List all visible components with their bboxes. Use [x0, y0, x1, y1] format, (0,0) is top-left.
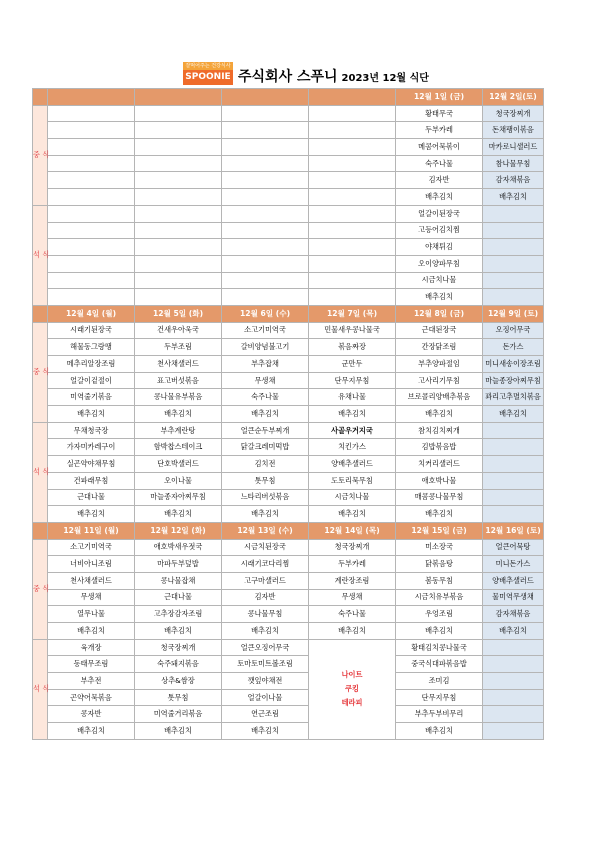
menu-item-cell	[135, 255, 222, 272]
menu-item-cell	[309, 155, 396, 172]
menu-item-cell	[222, 105, 309, 122]
menu-item-cell: 근대나물	[48, 489, 135, 506]
menu-item-cell: 배추김치	[135, 406, 222, 423]
menu-item-cell: 함박찹스테이크	[135, 439, 222, 456]
menu-item-cell: 고사리기무침	[396, 372, 483, 389]
menu-item-cell: 치킨가스	[309, 439, 396, 456]
lunch-row	[33, 406, 544, 423]
date-header-cell: 12월 15일 (금)	[396, 522, 483, 539]
lunch-row	[33, 572, 544, 589]
menu-item-cell: 김자반	[222, 589, 309, 606]
menu-item-cell: 시금치나물	[309, 489, 396, 506]
menu-item-cell: 애호박나물	[396, 472, 483, 489]
menu-item-cell: 근대된장국	[396, 322, 483, 339]
menu-period: 2023년 12월 식단	[341, 73, 429, 84]
menu-item-cell	[309, 255, 396, 272]
menu-item-cell: 실곤약야채무침	[48, 456, 135, 473]
menu-item-cell: 단무지무침	[309, 372, 396, 389]
menu-item-cell	[483, 422, 544, 439]
date-header-cell: 12월 2일(토)	[483, 89, 544, 106]
menu-item-cell: 숙주돼지볶음	[135, 656, 222, 673]
date-header-cell: 12월 13일 (수)	[222, 522, 309, 539]
dinner-row	[33, 472, 544, 489]
menu-item-cell: 배추김치	[483, 189, 544, 206]
menu-item-cell	[48, 222, 135, 239]
menu-item-cell: 오이나물	[135, 472, 222, 489]
menu-item-cell: 사골우거지국	[309, 422, 396, 439]
menu-item-cell: 가자미카레구이	[48, 439, 135, 456]
dinner-row	[33, 205, 544, 222]
menu-item-cell: 배추김치	[222, 623, 309, 640]
menu-item-cell	[309, 189, 396, 206]
menu-item-cell: 근대나물	[135, 589, 222, 606]
date-header-cell: 12월 8일 (금)	[396, 305, 483, 322]
date-header-cell	[309, 89, 396, 106]
menu-item-cell: 고등어김치찜	[396, 222, 483, 239]
menu-item-cell: 숙주나물	[309, 606, 396, 623]
menu-item-cell: 시금치된장국	[222, 539, 309, 556]
menu-item-cell: 콩나물유부볶음	[135, 389, 222, 406]
menu-item-cell	[135, 105, 222, 122]
menu-item-cell: 표고버섯볶음	[135, 372, 222, 389]
menu-item-cell	[135, 289, 222, 306]
menu-item-cell	[309, 239, 396, 256]
menu-item-cell: 도토리묵무침	[309, 472, 396, 489]
menu-item-cell: 오징어무국	[483, 322, 544, 339]
menu-item-cell	[222, 272, 309, 289]
menu-item-cell: 배추김치	[396, 406, 483, 423]
menu-item-cell	[48, 122, 135, 139]
menu-item-cell	[483, 706, 544, 723]
menu-item-cell	[309, 105, 396, 122]
menu-item-cell	[48, 255, 135, 272]
menu-item-cell: 시래기된장국	[48, 322, 135, 339]
menu-item-cell: 톳무침	[135, 689, 222, 706]
menu-item-cell: 볶음짜장	[309, 339, 396, 356]
menu-item-cell: 시금치유부볶음	[396, 589, 483, 606]
menu-item-cell: 소고기미역국	[48, 539, 135, 556]
menu-item-cell: 천사채샐러드	[48, 572, 135, 589]
menu-item-cell: 부추양파절임	[396, 356, 483, 373]
menu-item-cell	[483, 456, 544, 473]
menu-item-cell: 배추김치	[309, 406, 396, 423]
menu-item-cell: 양배추샐러드	[309, 456, 396, 473]
menu-item-cell: 배추김치	[222, 406, 309, 423]
menu-item-cell: 건새우아욱국	[135, 322, 222, 339]
menu-item-cell	[483, 489, 544, 506]
menu-item-cell	[483, 272, 544, 289]
menu-item-cell: 단호박샐러드	[135, 456, 222, 473]
lunch-label: 중 식	[33, 105, 48, 205]
menu-item-cell: 꽈리고추멸치볶음	[483, 389, 544, 406]
menu-item-cell: 얼큰순두부찌개	[222, 422, 309, 439]
date-header-cell	[48, 89, 135, 106]
menu-item-cell: 물미역무생채	[483, 589, 544, 606]
lunch-row	[33, 356, 544, 373]
date-header-corner	[33, 89, 48, 106]
menu-item-cell: 양배추샐러드	[483, 572, 544, 589]
menu-item-cell	[135, 139, 222, 156]
menu-item-cell: 중국식대파볶음밥	[396, 656, 483, 673]
menu-item-cell	[222, 289, 309, 306]
date-header-cell	[222, 89, 309, 106]
menu-item-cell	[309, 122, 396, 139]
menu-table	[32, 88, 544, 740]
menu-item-cell: 너비아니조림	[48, 556, 135, 573]
menu-item-cell: 황태김치콩나물국	[396, 639, 483, 656]
dinner-row	[33, 639, 544, 656]
menu-item-cell	[222, 172, 309, 189]
dinner-row	[33, 706, 544, 723]
menu-item-cell: 민물새우콩나물국	[309, 322, 396, 339]
menu-item-cell	[483, 472, 544, 489]
menu-item-cell: 소고기미역국	[222, 322, 309, 339]
menu-item-cell	[483, 656, 544, 673]
menu-item-cell: 배추김치	[396, 506, 483, 523]
menu-item-cell	[135, 122, 222, 139]
menu-item-cell: 두부조림	[135, 339, 222, 356]
lunch-row	[33, 539, 544, 556]
menu-item-cell	[222, 155, 309, 172]
menu-item-cell: 열무나물	[48, 606, 135, 623]
menu-item-cell: 배추김치	[48, 406, 135, 423]
date-header-cell: 12월 5일 (화)	[135, 305, 222, 322]
menu-item-cell: 부추두부비무리	[396, 706, 483, 723]
menu-item-cell: 돈채팽이볶음	[483, 122, 544, 139]
menu-item-cell: 미니돈가스	[483, 556, 544, 573]
menu-item-cell	[135, 205, 222, 222]
menu-item-cell: 배추김치	[483, 406, 544, 423]
date-header-cell: 12월 11일 (월)	[48, 522, 135, 539]
lunch-row	[33, 556, 544, 573]
menu-item-cell: 무채청국장	[48, 422, 135, 439]
menu-item-cell: 미역줄거리볶음	[135, 706, 222, 723]
menu-item-cell: 깻잎야채전	[222, 673, 309, 690]
menu-item-cell: 청국장찌개	[483, 105, 544, 122]
menu-item-cell: 미소장국	[396, 539, 483, 556]
date-header-row	[33, 305, 544, 322]
menu-item-cell: 김치전	[222, 456, 309, 473]
menu-item-cell: 마카로니샐러드	[483, 139, 544, 156]
menu-item-cell	[483, 723, 544, 740]
menu-item-cell: 김자반	[396, 172, 483, 189]
menu-item-cell: 오이양파무침	[396, 255, 483, 272]
menu-item-cell: 배추김치	[483, 623, 544, 640]
lunch-row	[33, 172, 544, 189]
menu-item-cell: 부추잡채	[222, 356, 309, 373]
menu-item-cell: 단무지무침	[396, 689, 483, 706]
menu-item-cell: 배추김치	[396, 289, 483, 306]
menu-item-cell: 배추김치	[135, 723, 222, 740]
menu-item-cell: 군만두	[309, 356, 396, 373]
menu-item-cell: 배추김치	[48, 506, 135, 523]
dinner-row	[33, 439, 544, 456]
menu-item-cell	[222, 205, 309, 222]
menu-item-cell: 배추김치	[309, 506, 396, 523]
menu-item-cell: 콩자반	[48, 706, 135, 723]
menu-item-cell: 돈가스	[483, 339, 544, 356]
menu-item-cell	[135, 189, 222, 206]
menu-item-cell: 갈비양념불고기	[222, 339, 309, 356]
menu-item-cell: 두부카레	[309, 556, 396, 573]
menu-item-cell: 황태무국	[396, 105, 483, 122]
dinner-row	[33, 255, 544, 272]
menu-item-cell: 메콤어묵볶이	[396, 139, 483, 156]
menu-item-cell: 배추김치	[222, 506, 309, 523]
menu-item-cell	[48, 105, 135, 122]
menu-item-cell	[48, 272, 135, 289]
menu-item-cell: 애호박새우젓국	[135, 539, 222, 556]
menu-item-cell: 육개장	[48, 639, 135, 656]
menu-item-cell: 닭볶음탕	[396, 556, 483, 573]
dinner-row	[33, 673, 544, 690]
menu-item-cell: 치커리샐러드	[396, 456, 483, 473]
menu-item-cell: 두부카레	[396, 122, 483, 139]
menu-item-cell: 숙주나물	[396, 155, 483, 172]
menu-item-cell	[222, 189, 309, 206]
menu-item-cell	[222, 139, 309, 156]
special-event-cell	[309, 639, 396, 739]
menu-item-cell: 김밥볶음밥	[396, 439, 483, 456]
menu-item-cell: 부추전	[48, 673, 135, 690]
menu-item-cell	[135, 272, 222, 289]
menu-item-cell	[483, 239, 544, 256]
menu-item-cell: 얼큰어묵탕	[483, 539, 544, 556]
menu-item-cell: 얼갈이된장국	[396, 205, 483, 222]
dinner-row	[33, 689, 544, 706]
dinner-label: 석 식	[33, 205, 48, 305]
menu-item-cell: 토마토미트볼조림	[222, 656, 309, 673]
dinner-row	[33, 489, 544, 506]
menu-item-cell	[48, 289, 135, 306]
dinner-label: 석 식	[33, 639, 48, 739]
date-header-corner	[33, 522, 48, 539]
special-event-line: 테라피	[341, 698, 363, 708]
dinner-label: 석 식	[33, 422, 48, 522]
menu-item-cell: 동태무조림	[48, 656, 135, 673]
menu-item-cell: 시금치나물	[396, 272, 483, 289]
menu-item-cell: 배추김치	[135, 506, 222, 523]
logo-wordmark: SPOONIE	[183, 70, 233, 85]
menu-item-cell	[48, 139, 135, 156]
menu-item-cell: 닭갈크레미떡밥	[222, 439, 309, 456]
menu-item-cell: 부추계란탕	[135, 422, 222, 439]
menu-item-cell: 얼갈이나물	[222, 689, 309, 706]
dinner-row	[33, 289, 544, 306]
menu-item-cell	[483, 222, 544, 239]
menu-item-cell: 배추김치	[48, 623, 135, 640]
menu-item-cell	[309, 272, 396, 289]
date-header-row	[33, 89, 544, 106]
lunch-row	[33, 389, 544, 406]
lunch-row	[33, 623, 544, 640]
menu-item-cell: 조미김	[396, 673, 483, 690]
menu-item-cell	[483, 289, 544, 306]
menu-item-cell: 배추김치	[48, 723, 135, 740]
page-header	[0, 62, 595, 90]
menu-item-cell: 미역줄기볶음	[48, 389, 135, 406]
date-header-cell: 12월 6일 (수)	[222, 305, 309, 322]
menu-item-cell: 우엉조림	[396, 606, 483, 623]
menu-item-cell	[135, 172, 222, 189]
menu-item-cell: 배추김치	[396, 623, 483, 640]
lunch-row	[33, 155, 544, 172]
date-header-row	[33, 522, 544, 539]
menu-item-cell	[48, 172, 135, 189]
date-header-cell: 12월 16일 (토)	[483, 522, 544, 539]
menu-item-cell: 느타리버섯볶음	[222, 489, 309, 506]
lunch-row	[33, 105, 544, 122]
menu-item-cell: 배추김치	[309, 623, 396, 640]
menu-item-cell	[309, 139, 396, 156]
menu-item-cell	[222, 239, 309, 256]
menu-item-cell: 청국장찌개	[135, 639, 222, 656]
menu-item-cell: 무생채	[222, 372, 309, 389]
menu-item-cell: 메추리알장조림	[48, 356, 135, 373]
lunch-label: 중 식	[33, 322, 48, 422]
lunch-label: 중 식	[33, 539, 48, 639]
menu-item-cell: 건파래무침	[48, 472, 135, 489]
menu-item-cell: 배추김치	[135, 623, 222, 640]
lunch-row	[33, 372, 544, 389]
lunch-row	[33, 189, 544, 206]
logo-tagline: 잘먹어주는 건강식사	[183, 62, 233, 70]
menu-item-cell: 얼갈이겉절이	[48, 372, 135, 389]
menu-item-cell: 마늘종자아찌무침	[135, 489, 222, 506]
dinner-row	[33, 723, 544, 740]
menu-item-cell: 무생채	[48, 589, 135, 606]
special-event-line: 쿠킹	[345, 684, 359, 694]
date-header-cell: 12월 9일 (토)	[483, 305, 544, 322]
page-title	[238, 66, 429, 86]
menu-item-cell	[48, 155, 135, 172]
dinner-row	[33, 506, 544, 523]
menu-item-cell	[483, 255, 544, 272]
menu-item-cell: 콩나물무침	[222, 606, 309, 623]
menu-item-cell	[309, 289, 396, 306]
menu-item-cell: 청국장찌개	[309, 539, 396, 556]
date-header-cell: 12월 4일 (월)	[48, 305, 135, 322]
menu-item-cell: 마늘종장아찌무침	[483, 372, 544, 389]
menu-item-cell: 상추&쌈장	[135, 673, 222, 690]
menu-item-cell: 미니새송이장조림	[483, 356, 544, 373]
menu-item-cell	[222, 255, 309, 272]
menu-item-cell: 감자채볶음	[483, 606, 544, 623]
menu-item-cell: 숙주나물	[222, 389, 309, 406]
menu-item-cell: 천사채샐러드	[135, 356, 222, 373]
menu-item-cell	[48, 239, 135, 256]
menu-item-cell: 유채나물	[309, 389, 396, 406]
menu-item-cell: 계란장조림	[309, 572, 396, 589]
menu-item-cell: 톳무침	[222, 472, 309, 489]
menu-item-cell	[135, 155, 222, 172]
menu-item-cell	[309, 172, 396, 189]
menu-item-cell: 배추김치	[222, 723, 309, 740]
date-header-corner	[33, 305, 48, 322]
special-event-line: 나이트	[341, 670, 363, 680]
menu-item-cell	[309, 222, 396, 239]
menu-item-cell	[48, 189, 135, 206]
spoonie-logo	[183, 62, 233, 86]
date-header-cell: 12월 12일 (화)	[135, 522, 222, 539]
lunch-row	[33, 139, 544, 156]
menu-item-cell: 얼큰오징어무국	[222, 639, 309, 656]
date-header-cell: 12월 14일 (목)	[309, 522, 396, 539]
menu-item-cell: 마파두부덮밥	[135, 556, 222, 573]
menu-item-cell	[483, 673, 544, 690]
menu-item-cell: 연근조림	[222, 706, 309, 723]
menu-item-cell: 곤약어묵볶음	[48, 689, 135, 706]
dinner-row	[33, 456, 544, 473]
menu-item-cell	[135, 222, 222, 239]
date-header-cell: 12월 7일 (목)	[309, 305, 396, 322]
menu-item-cell	[222, 122, 309, 139]
menu-item-cell: 무생채	[309, 589, 396, 606]
menu-item-cell	[222, 222, 309, 239]
menu-item-cell: 고구마샐러드	[222, 572, 309, 589]
menu-item-cell	[483, 506, 544, 523]
date-header-cell: 12월 1일 (금)	[396, 89, 483, 106]
lunch-row	[33, 339, 544, 356]
dinner-row	[33, 656, 544, 673]
menu-item-cell	[483, 689, 544, 706]
date-header-cell	[135, 89, 222, 106]
menu-item-cell: 배추김치	[396, 723, 483, 740]
lunch-row	[33, 122, 544, 139]
menu-item-cell	[135, 239, 222, 256]
lunch-row	[33, 606, 544, 623]
menu-item-cell: 브로콜리양배추볶음	[396, 389, 483, 406]
menu-item-cell	[483, 205, 544, 222]
lunch-row	[33, 322, 544, 339]
menu-item-cell: 감자채볶음	[483, 172, 544, 189]
menu-item-cell: 배추김치	[396, 189, 483, 206]
menu-item-cell: 해물동그랑땡	[48, 339, 135, 356]
menu-item-cell: 야채튀김	[396, 239, 483, 256]
menu-item-cell: 봄동무침	[396, 572, 483, 589]
dinner-row	[33, 222, 544, 239]
dinner-row	[33, 272, 544, 289]
menu-item-cell	[483, 639, 544, 656]
menu-item-cell: 시래기코다리찜	[222, 556, 309, 573]
menu-item-cell: 콩나물잡채	[135, 572, 222, 589]
menu-item-cell: 고추장감자조림	[135, 606, 222, 623]
dinner-row	[33, 239, 544, 256]
dinner-row	[33, 422, 544, 439]
company-name: 주식회사 스푸니	[238, 69, 338, 85]
menu-item-cell: 참나물무침	[483, 155, 544, 172]
menu-item-cell	[483, 439, 544, 456]
lunch-row	[33, 589, 544, 606]
menu-item-cell	[309, 205, 396, 222]
menu-item-cell: 매콤콩나물무침	[396, 489, 483, 506]
menu-item-cell: 간장닭조림	[396, 339, 483, 356]
menu-item-cell: 참치김치찌개	[396, 422, 483, 439]
menu-item-cell	[48, 205, 135, 222]
